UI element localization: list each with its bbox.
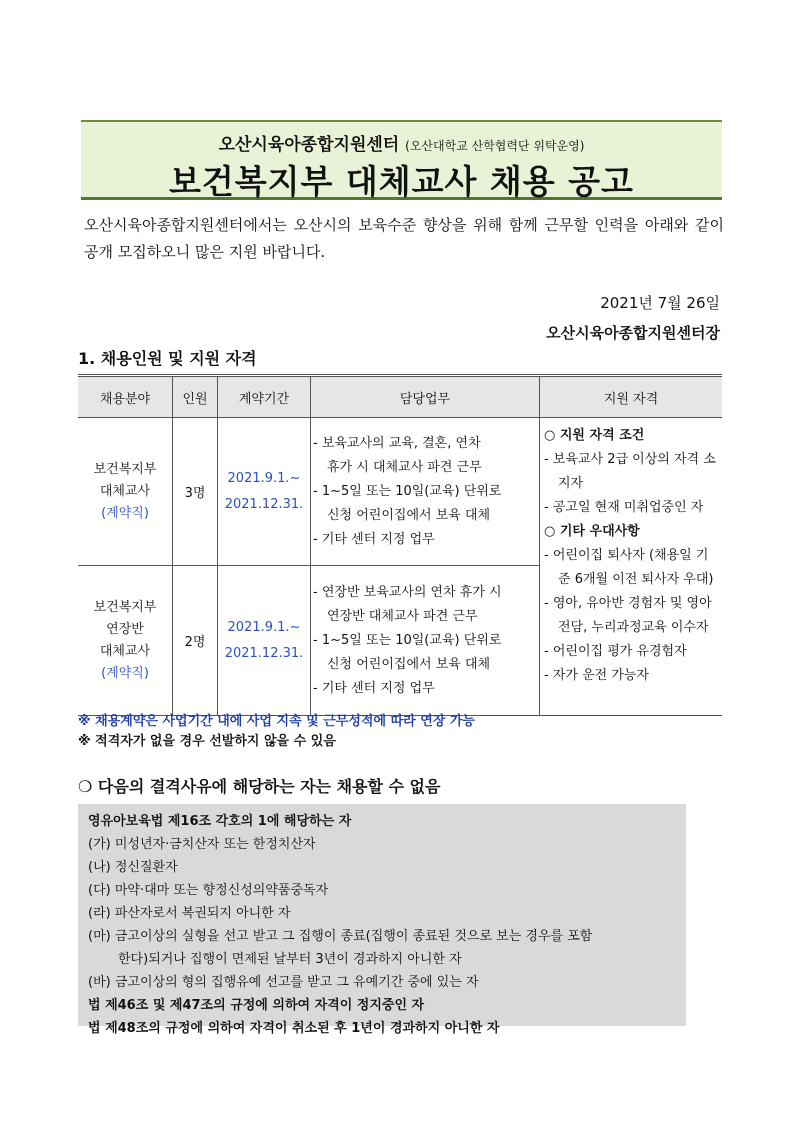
duty-line: - 기타 센터 지정 업무 xyxy=(313,680,435,696)
page-title: 보건복지부 대체교사 채용 공고 xyxy=(169,162,634,201)
qual-heading: ○ 지원 자격 조건 xyxy=(544,428,645,443)
disqualification-title: ❍ 다음의 결격사유에 해당하는 자는 채용할 수 없음 xyxy=(78,777,441,796)
disqualification-box xyxy=(78,804,686,1036)
table-header: 지원 자격 xyxy=(540,376,723,418)
period-line: 2021.12.31. xyxy=(224,645,304,661)
qual-line: - 자가 운전 가능자 xyxy=(544,668,649,683)
field-cell xyxy=(78,566,173,716)
section-title-recruitment: 1. 채용인원 및 지원 자격 xyxy=(78,349,257,368)
notice-issuer: 오산시육아종합지원센터장 xyxy=(546,324,720,342)
duty-line: 연장반 대체교사 파견 근무 xyxy=(327,608,478,624)
qual-line: 지자 xyxy=(558,476,584,491)
disq-line: (나) 정신질환자 xyxy=(88,860,178,875)
period-cell xyxy=(218,418,311,566)
duty-line: - 기타 센터 지정 업무 xyxy=(313,531,435,547)
duty-line: - 1~5일 또는 10일(교육) 단위로 xyxy=(313,483,502,499)
qual-line: - 어린이집 평가 유경험자 xyxy=(544,644,687,659)
disq-line: (마) 금고이상의 실형을 선고 받고 그 집행이 종료(집행이 종료된 것으로 보는 경우를 포함 xyxy=(88,929,593,944)
period-line: 2021.9.1.~ xyxy=(227,619,301,635)
qual-line: 준 6개월 이전 퇴사자 우대) xyxy=(558,572,714,587)
field-line: 대체교사 xyxy=(99,643,151,659)
disq-line: (가) 미성년자·금치산자 또는 한정치산자 xyxy=(88,837,316,852)
duty-line: - 보육교사의 교육, 결혼, 연차 xyxy=(313,435,481,451)
note-line: ※ 적격자가 없을 경우 선발하지 않을 수 있음 xyxy=(78,734,336,749)
disq-line: (다) 마약·대마 또는 향정신성의약품중독자 xyxy=(88,883,329,898)
field-line: (계약직) xyxy=(101,665,149,681)
intro-paragraph: 오산시육아종합지원센터에서는 오산시의 보육수준 향상을 위해 함께 근무할 인력을 아래와 같이 공개 모집하오니 많은 지원 바랍니다. xyxy=(84,216,724,261)
count-cell: 3명 xyxy=(173,418,218,566)
table-row xyxy=(78,418,722,566)
table-header: 채용분야 xyxy=(78,376,173,418)
duty-cell xyxy=(311,418,540,566)
disq-line: (바) 금고이상의 형의 집행유예 선고를 받고 그 유예기간 중에 있는 자 xyxy=(88,975,479,990)
qual-line: - 보육교사 2급 이상의 자격 소 xyxy=(544,452,716,467)
duty-line: 신청 어린이집에서 보육 대체 xyxy=(327,507,491,523)
duty-line: 휴가 시 대체교사 파견 근무 xyxy=(327,459,482,475)
disq-line: (라) 파산자로서 복권되지 아니한 자 xyxy=(88,906,291,921)
field-line: (계약직) xyxy=(101,505,149,521)
duty-cell xyxy=(311,566,540,716)
recruitment-table xyxy=(78,374,722,716)
disq-line: 법 제46조 및 제47조의 규정에 의하여 자격이 정지중인 자 xyxy=(88,998,425,1013)
period-line: 2021.9.1.~ xyxy=(227,470,301,486)
org-name: 오산시육아종합지원센터 xyxy=(218,135,400,155)
qual-line: - 어린이집 퇴사자 (채용일 기 xyxy=(544,548,709,563)
duty-line: - 연장반 보육교사의 연차 휴가 시 xyxy=(313,584,502,600)
field-line: 보건복지부 xyxy=(93,599,157,615)
notice-header xyxy=(81,120,722,200)
field-line: 보건복지부 xyxy=(93,461,157,477)
table-header: 계약기간 xyxy=(218,376,311,418)
org-note: (오산대학교 산학협력단 위탁운영) xyxy=(405,139,585,153)
note-line: ※ 채용계약은 사업기간 내에 사업 지속 및 근무성적에 따라 연장 가능 xyxy=(78,714,475,729)
period-line: 2021.12.31. xyxy=(224,496,304,512)
disq-line: 법 제48조의 규정에 의하여 자격이 취소된 후 1년이 경과하지 아니한 자 xyxy=(88,1021,500,1036)
field-cell xyxy=(78,418,173,566)
qual-line: 전담, 누리과정교육 이수자 xyxy=(558,620,709,635)
duty-line: 신청 어린이집에서 보육 대체 xyxy=(327,656,491,672)
notice-date: 2021년 7월 26일 xyxy=(600,294,720,312)
notes xyxy=(78,712,475,752)
qual-line: - 영아, 유아반 경험자 및 영아 xyxy=(544,596,712,611)
field-line: 대체교사 xyxy=(99,483,151,499)
disq-line: 영유아보육법 제16조 각호의 1에 해당하는 자 xyxy=(88,814,352,829)
table-header: 인원 xyxy=(173,376,218,418)
org-line xyxy=(81,130,722,155)
count-cell: 2명 xyxy=(173,566,218,716)
disq-line: 한다)되거나 집행이 면제된 날부터 3년이 경과하지 아니한 자 xyxy=(118,952,462,967)
field-line: 연장반 xyxy=(106,621,144,637)
duty-line: - 1~5일 또는 10일(교육) 단위로 xyxy=(313,632,502,648)
qualification-cell xyxy=(540,418,723,716)
qual-heading: ○ 기타 우대사항 xyxy=(544,524,640,539)
table-header: 담당업무 xyxy=(311,376,540,418)
period-cell xyxy=(218,566,311,716)
qual-line: - 공고일 현재 미취업중인 자 xyxy=(544,500,704,515)
